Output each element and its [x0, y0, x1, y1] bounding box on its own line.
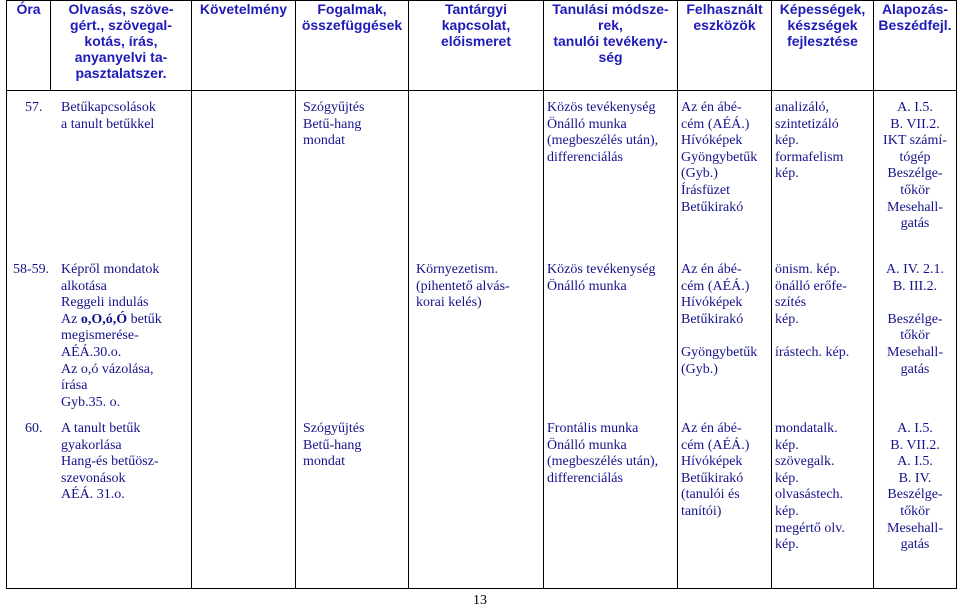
kepessegek-text [775, 262, 870, 362]
text-line: tőkör [900, 182, 930, 198]
text-line: (Gyb.) [681, 361, 718, 377]
text-line: differenciálás [547, 470, 623, 486]
text-line: Mesehall- [887, 344, 943, 360]
text-line: olvasástech. [775, 487, 844, 503]
text-line: gyakorlása [61, 437, 122, 453]
text-line: AÉÁ.30.o. [61, 344, 122, 360]
fogalmak-text [303, 421, 405, 471]
text-line: kép. [775, 311, 799, 327]
text-line: B. VII.2. [890, 116, 940, 132]
header-line: anyanyelvi ta- [74, 49, 168, 65]
text-line: (Gyb.) [681, 166, 718, 182]
header-kovetelmeny: Követelmény [192, 1, 296, 91]
text-line: szítés [775, 295, 807, 311]
text-line: önálló erőfe- [775, 278, 847, 294]
text-line: Beszélge- [887, 311, 943, 327]
text-line: kép. [775, 166, 799, 182]
modszerek-text [547, 421, 674, 487]
text-line: kép. [775, 503, 799, 519]
text-line: B. III.2. [892, 278, 938, 294]
text-line: Betű-hang [303, 437, 362, 453]
text-line: Mesehall- [887, 520, 943, 536]
text-line: Képről mondatok [61, 262, 160, 277]
text-line: A. IV. 2.1. [885, 262, 945, 277]
lesson-number: 60. [25, 421, 43, 436]
text-line: analizáló, [775, 100, 830, 115]
text-line: Reggeli indulás [61, 295, 149, 311]
text-line: Gyb.35. o. [61, 394, 121, 410]
header-line: Olvasás, szöve- [68, 1, 174, 17]
text-line: Gyöngybetűk [681, 344, 758, 360]
header-alapozas [874, 1, 957, 91]
text-line: szevonások [61, 470, 126, 486]
text-line: önism. kép. [775, 262, 840, 277]
eszkozok-text [681, 262, 768, 378]
modszerek-text [547, 100, 674, 166]
text-line: Az én ábé- [681, 100, 742, 115]
text-line: A. I.5. [897, 454, 933, 470]
modszerek-cell [544, 91, 678, 589]
text-line: cém (AÉÁ.) [681, 437, 750, 453]
text-line: Környezetism. [416, 262, 499, 277]
header-line: Fogalmak, [317, 1, 387, 17]
text-line: kép. [775, 437, 799, 453]
lesson-plan-table [6, 0, 957, 589]
header-line: Felhasznált [686, 1, 763, 17]
lesson-text [61, 262, 162, 411]
header-modszerek [544, 1, 678, 91]
text-line: Közös tevékenység [547, 262, 656, 277]
text-line [877, 295, 953, 312]
header-line: Alapozás- [881, 1, 949, 17]
header-line: rek, [598, 17, 623, 33]
ora-text-cell [7, 91, 192, 589]
alapozas-text [877, 421, 953, 554]
text-line: Az én ábé- [681, 421, 742, 436]
text-line: Beszélge- [887, 166, 943, 182]
text-line: AÉÁ. 31.o. [61, 487, 125, 503]
text-line: gatás [900, 537, 930, 553]
text-line: kép. [775, 470, 799, 486]
text-line: Betűkirakó [681, 311, 744, 327]
text-line: Betűkirakó [681, 470, 744, 486]
lesson-number: 57. [25, 100, 43, 115]
header-tantargyi [409, 1, 544, 91]
header-line: készségek [787, 17, 858, 33]
text-line: szövegalk. [775, 454, 835, 470]
text-line: Frontális munka [547, 421, 639, 436]
text-line: cém (AÉÁ.) [681, 116, 750, 132]
text-line: mondat [303, 133, 345, 149]
header-eszkozok [678, 1, 772, 91]
text-line: differenciálás [547, 149, 623, 165]
text-line: Az o,O,ó,Ó betűk [61, 311, 162, 327]
text-line: mondatalk. [775, 421, 838, 436]
text-line: mondat [303, 454, 345, 470]
kovetelmeny-cell [192, 91, 296, 589]
text-line: Írásfüzet [681, 182, 730, 198]
header-line: gért., szövegal- [70, 17, 172, 33]
text-line: Mesehall- [887, 199, 943, 215]
header-line: tanulói tevékeny- [553, 33, 668, 49]
text-line: korai kelés) [416, 295, 482, 311]
text-line: tőkör [900, 503, 930, 519]
header-line: fejlesztése [787, 33, 858, 49]
alapozas-text [877, 100, 953, 233]
text-line: kép. [775, 133, 799, 149]
header-ora: Óra [7, 1, 51, 91]
lesson-text [61, 421, 159, 504]
text-line: Gyöngybetűk [681, 149, 758, 165]
text-line: A tanult betűk [61, 421, 141, 436]
header-line: Képességek, [779, 1, 866, 17]
header-line: összefüggések [301, 17, 403, 33]
text-line: alkotása [61, 278, 107, 294]
text-line: B. VII.2. [890, 437, 940, 453]
text-line: A. I.5. [897, 100, 933, 115]
alapozas-cell [874, 91, 957, 589]
kepessegek-text [775, 100, 870, 183]
body-row [7, 91, 957, 589]
header-line: pasztalatszer. [75, 65, 167, 81]
header-line: kapcsolat, [441, 17, 511, 33]
kepessegek-text [775, 421, 870, 554]
text-line: megértő olv. [775, 520, 845, 536]
header-kepessegek [772, 1, 874, 91]
text-line: Hívóképek [681, 295, 743, 311]
header-line: Tanulási módsze- [552, 1, 669, 17]
text-line: megismerése- [61, 328, 139, 344]
text-line: cém (AÉÁ.) [681, 278, 750, 294]
eszkozok-cell [678, 91, 772, 589]
text-line [681, 328, 768, 345]
text-line: formafelism [775, 149, 844, 165]
header-fogalmak [296, 1, 409, 91]
lesson-number: 58-59. [13, 262, 50, 277]
text-line: gatás [900, 361, 930, 377]
eszkozok-text [681, 421, 768, 521]
text-line: Önálló munka [547, 437, 627, 453]
text-line: írástech. kép. [775, 344, 850, 360]
header-line: eszközök [693, 17, 756, 33]
text-line: tógép [899, 149, 931, 165]
text-line: kép. [775, 537, 799, 553]
text-line: A. I.5. [897, 421, 933, 436]
header-olvasas [51, 1, 192, 91]
text-line: szintetizáló [775, 116, 839, 132]
text-line: Önálló munka [547, 278, 627, 294]
text-line: a tanult betűkkel [61, 116, 155, 132]
text-line: tanítói) [681, 503, 722, 519]
text-line: Betűkapcsolások [61, 100, 156, 115]
text-line: Szógyűjtés [303, 100, 365, 115]
text-line: Hang-és betűösz- [61, 454, 159, 470]
text-line: IKT számí- [883, 133, 947, 149]
text-line: Hívóképek [681, 133, 743, 149]
eszkozok-text [681, 100, 768, 216]
page-number: 13 [473, 593, 487, 608]
fogalmak-text [303, 100, 405, 150]
text-line: Közös tevékenység [547, 100, 656, 115]
text-line: (megbeszélés után), [547, 454, 659, 470]
text-line: B. IV. [898, 470, 932, 486]
alapozas-text [877, 262, 953, 378]
header-line: Beszédfejl. [878, 17, 952, 33]
text-line: Betű-hang [303, 116, 362, 132]
header-line: előismeret [440, 33, 512, 49]
header-line: ség [598, 49, 623, 65]
text-line: (pihentető alvás- [416, 278, 510, 294]
text-line: gatás [900, 216, 930, 232]
header-row [7, 1, 957, 91]
text-line: tőkör [900, 328, 930, 344]
kapcsolat-text [416, 262, 540, 312]
text-line: Önálló munka [547, 116, 627, 132]
text-line: Az o,ó vázolása, [61, 361, 154, 377]
text-line: (megbeszélés után), [547, 133, 659, 149]
text-line: Hívóképek [681, 454, 743, 470]
text-line: (tanulói és [681, 487, 740, 503]
kapcsolat-cell [409, 91, 544, 589]
fogalmak-cell [296, 91, 409, 589]
text-line [775, 328, 870, 345]
header-line: kotás, írás, [84, 33, 158, 49]
modszerek-text [547, 262, 674, 295]
lesson-text [61, 100, 156, 133]
text-line: írása [61, 378, 88, 394]
kepessegek-cell [772, 91, 874, 589]
text-line: Betűkirakó [681, 199, 744, 215]
text-line: Beszélge- [887, 487, 943, 503]
text-line: Az én ábé- [681, 262, 742, 277]
header-line: Tantárgyi [445, 1, 507, 17]
text-line: Szógyűjtés [303, 421, 365, 436]
